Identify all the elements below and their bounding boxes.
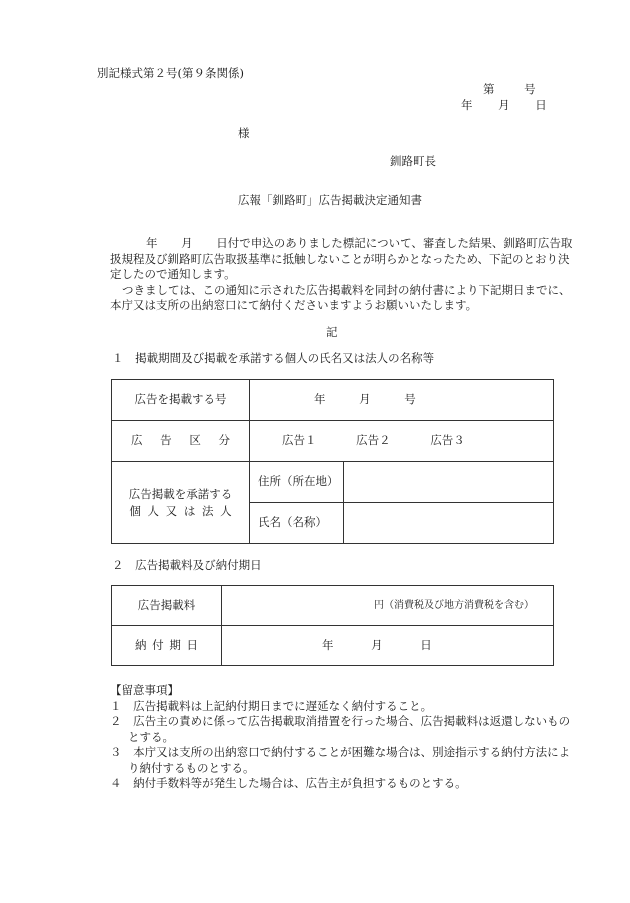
due-value	[222, 626, 554, 666]
notes-heading: 【留意事項】	[110, 683, 179, 697]
document-number: 第 号	[483, 82, 536, 96]
body-text	[110, 236, 575, 314]
row-issue-value	[250, 380, 554, 421]
category-option-2: 広告２	[356, 433, 391, 448]
note-item-4: ４ 納付手数料等が発生した場合は、広告主が負担するものとする。	[110, 776, 467, 791]
fee-label: 広告掲載料	[112, 586, 222, 626]
fee-value	[222, 586, 554, 626]
name-label: 氏名（名称）	[250, 503, 344, 544]
row-consent-label	[112, 462, 250, 544]
category-option-3: 広告３	[430, 433, 465, 448]
section2-table	[111, 585, 554, 666]
fee-value-text: 円（消費税及び地方消費税を含む）	[374, 599, 534, 611]
body-paragraph-1: 年 月 日付で申込のありました標記について、審査した結果、釧路町広告取扱規程及び釧路町広告取扱基準に抵触しないことが明らかとなったため、下記のとおり決定したので通知します。	[110, 236, 573, 282]
due-value-text: 年 月 日	[322, 637, 432, 652]
issue-value-text: 年 月 号	[314, 392, 416, 407]
addressee: 様	[238, 126, 250, 140]
row-issue-label: 広告を掲載する号	[112, 380, 250, 421]
notes	[110, 683, 572, 792]
consent-label-line2: 個 人 又 は 法 人	[129, 503, 232, 518]
category-option-1: 広告１	[282, 433, 317, 448]
consent-label-line1: 広告掲載を承諾する	[128, 486, 233, 501]
name-value	[344, 503, 554, 544]
sender: 釧路町長	[390, 154, 436, 168]
section2-heading: ２ 広告掲載料及び納付期日	[112, 558, 262, 572]
ki-label: 記	[326, 325, 338, 339]
section1-table	[111, 379, 554, 544]
row-category-label: 広 告 区 分	[112, 421, 250, 462]
address-label: 住所（所在地）	[250, 462, 344, 503]
document-date: 年 月 日	[461, 98, 547, 112]
form-label: 別記様式第２号(第９条関係)	[97, 66, 244, 80]
document-title: 広報「釧路町」広告掲載決定通知書	[238, 193, 422, 207]
body-paragraph-2: つきましては、この通知に示された広告掲載料を同封の納付書により下記期日までに、本庁又は支所の出納窓口にて納付くださいますようお願いいたします。	[110, 282, 571, 313]
note-item-1: １ 広告掲載料は上記納付期日までに遅延なく納付すること。	[110, 698, 433, 713]
section1-heading: １ 掲載期間及び掲載を承諾する個人の氏名又は法人の名称等	[112, 351, 435, 365]
note-item-3: ３ 本庁又は支所の出納窓口で納付することが困難な場合は、別途指示する納付方法により納付するものとする。	[110, 745, 571, 775]
due-label: 納 付 期 日	[112, 626, 222, 666]
note-item-2: ２ 広告主の責めに係って広告掲載取消措置を行った場合、広告掲載料は返還しないものとする。	[110, 714, 571, 744]
row-category-options	[250, 421, 554, 462]
address-value	[344, 462, 554, 503]
